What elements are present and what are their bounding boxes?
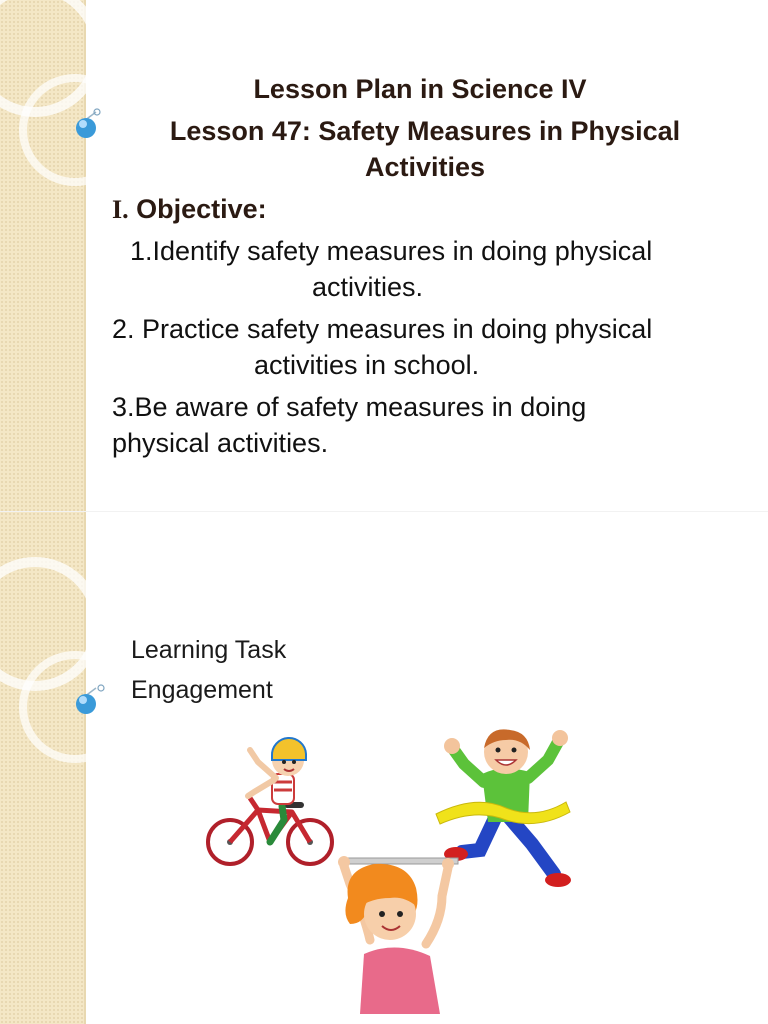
- bullet-orb-icon: [76, 118, 96, 138]
- objective-item-1: 1.Identify safety measures in doing physical: [130, 236, 653, 266]
- lesson-title-line-2: Activities: [364, 152, 486, 182]
- lesson-title-line-1: Lesson 47: Safety Measures in Physical: [169, 116, 681, 146]
- objective-item-3-cont: physical activities.: [112, 428, 329, 458]
- child-riding-bicycle-illustration: [208, 738, 332, 864]
- engagement-label: Engagement: [131, 676, 273, 704]
- page-title: Lesson Plan in Science IV: [253, 74, 587, 104]
- slide-2: [0, 512, 768, 1024]
- objective-heading: [112, 194, 267, 225]
- decorative-rings: [0, 512, 140, 1024]
- learning-task-label: Learning Task: [131, 636, 287, 664]
- roman-numeral: I.: [112, 195, 129, 224]
- objective-item-2-cont: activities in school.: [254, 350, 480, 380]
- physical-activity-illustrations: [180, 722, 620, 1024]
- objective-item-3: 3.Be aware of safety measures in doing: [112, 392, 587, 422]
- girl-doing-chin-up-illustration: [338, 856, 458, 1014]
- bullet-orb-icon: [76, 694, 96, 714]
- objective-item-1-cont: activities.: [312, 272, 424, 302]
- objective-item-2: 2. Practice safety measures in doing physical: [112, 314, 653, 344]
- objective-label: Objective:: [128, 194, 267, 224]
